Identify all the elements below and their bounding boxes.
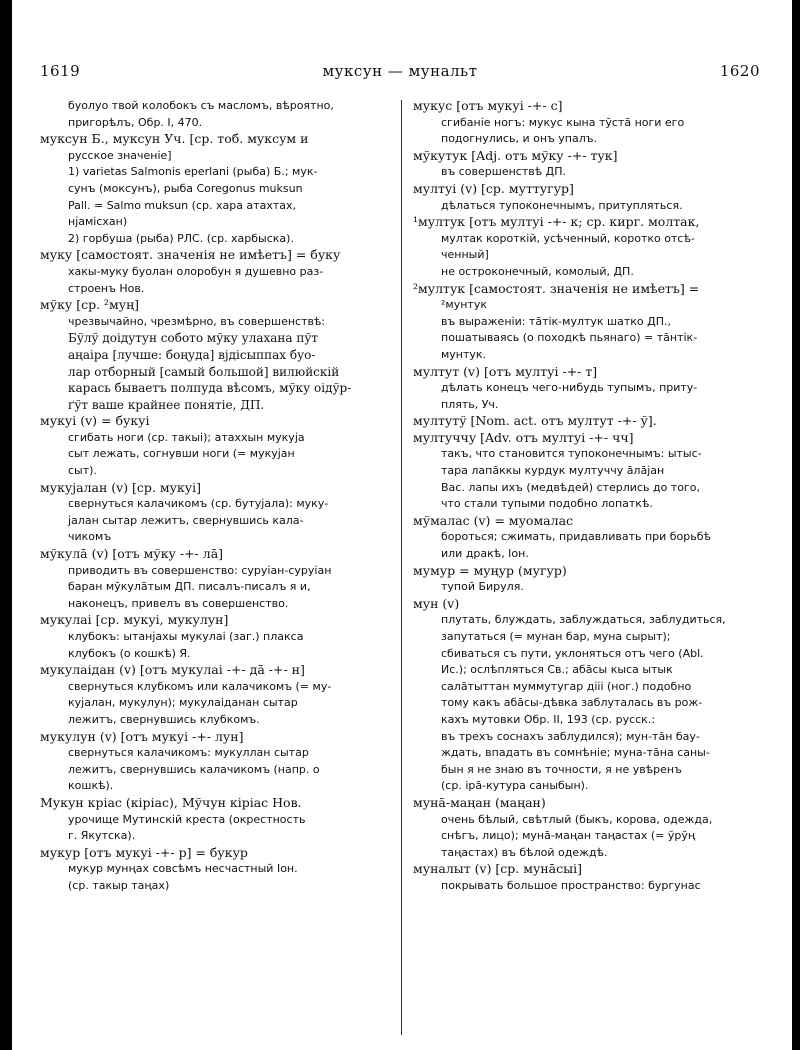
entry-text-line: салāтыттан муммутугар дііі (ног.) подобно (441, 679, 692, 693)
entry-headword-line: муку [самостоят. значенія не имѣетъ] = буку (40, 247, 341, 263)
entry-text-line: сбиваться съ пути, уклоняться отъ чего (Abl. (441, 646, 704, 660)
entry-text-line: кујалан, мукулун); мукулаіданан сытар (68, 696, 298, 710)
entry-text-line: очень бѣлый, свѣтлый (быкъ, корова, одежда, (441, 812, 713, 826)
entry-text-line: плутать, блуждать, заблуждаться, заблудиться, (441, 613, 726, 627)
entry-text-line: Вас. лапы ихъ (медвѣдей) стерлись до того, (441, 480, 700, 494)
entry-headword-line: ¹мултук [отъ мултуі -+- к; ср. кирг. молтак, (413, 214, 700, 230)
entry-text-line: ждать, впадать въ сомнѣніе; муна-тāна саны- (441, 746, 710, 760)
entry-text-line: аңаіра [лучше: боңуда] вјдісыппах буо- (68, 347, 316, 362)
entry-headword-line: мукус [отъ мукуі -+- с] (413, 98, 563, 113)
entry-text-line: свернуться калачикомъ (ср. бутујала): муку- (68, 497, 329, 511)
entry-text-line: јалан сытар лежитъ, свернувшись кала- (68, 513, 304, 527)
entry-headword-line: Мукун кріас (кіріас), Мўчун кіріас Нов. (40, 794, 302, 810)
entry-headword-line: мукулаі [ср. мукуі, мукулун] (40, 612, 229, 628)
entry-text-line: нјамісхан) (68, 215, 128, 229)
left-column (40, 98, 385, 1038)
entry-text-line: мунтук. (441, 347, 487, 361)
entry-headword-line: мунā-маңан (маңан) (413, 794, 546, 810)
entry-text-line: русское значеніе] (68, 148, 172, 162)
entry-headword-line: мўку [ср. ²муң] (40, 297, 140, 313)
entry-headword-line: мўмалас (v) = муомалас (413, 512, 574, 528)
entry-headword-line: мукуі (v) = букуі (40, 413, 150, 429)
entry-text-line: пригорѣлъ, Обр. І, 470. (68, 115, 203, 129)
entry-text-line: снѣгъ, лицо); мунā-маңан таңастах (= ўрўң (441, 829, 696, 843)
right-column (413, 98, 758, 1038)
entry-text-line: г. Якутска). (68, 829, 136, 843)
entry-text-line: пошатываясь (о походкѣ пьянаго) = тāнтік- (441, 331, 698, 345)
entry-headword-line: мўкутук [Adj. отъ мўку -+- тук] (413, 147, 618, 163)
entry-headword-line: мукулун (v) [отъ мукуі -+- лун] (40, 728, 244, 744)
entry-text-line: баран мўкулāтым ДП. писалъ-писалъ я и, (68, 580, 311, 594)
entry-text-line: запутаться (= мунан бар, муна сырыт); (441, 630, 671, 643)
entry-text-line: чикомъ (68, 530, 112, 544)
entry-text-line: Ис.); ослѣпляться Св.; абāсы кыса ытык (441, 663, 673, 677)
entry-text-line: (ср. такыр таңах) (68, 878, 170, 892)
entry-text-line: дѣлать конецъ чего-нибудь тупымъ, приту- (441, 381, 698, 395)
entry-headword-line: мумур = муңур (мугур) (413, 562, 567, 578)
entry-text-line: лежитъ, свернувшись клубкомъ. (68, 712, 260, 726)
entry-text-line: урочище Мутинскій креста (окрестность (68, 812, 306, 826)
entry-text-line: карась бываетъ полпуда вѣсомъ, мўку оідўр- (68, 381, 352, 396)
entry-headword-line: мукулаідан (v) [отъ мукулаі -+- дā -+- н] (40, 662, 305, 678)
entry-text-line: въ выраженіи: тāтік-мултук шатко ДП., (441, 314, 671, 328)
entry-text-line: буолуо твой колобокъ съ масломъ, вѣроятно, (68, 99, 334, 112)
entry-text-line: 1) varietas Salmonis eperlani (рыба) Б.; мук- (68, 165, 318, 179)
entry-headword-line: мултуі (v) [ср. муттугур] (413, 180, 574, 196)
entry-text-line: Pall. = Salmo muksun (ср. хара атахтах, (68, 198, 296, 212)
entry-text-line: Бўлў доідутун собото мўку улахана пўт (68, 331, 319, 346)
entry-text-line: ²мунтук (441, 298, 487, 312)
entry-headword-line: муксун Б., муксун Уч. [ср. тоб. муксум и (40, 131, 309, 147)
entry-text-line: лежитъ, свернувшись калачикомъ (напр. о (68, 762, 320, 776)
entry-text-line: мултак короткій, усѣченный, коротко отсѣ- (441, 231, 695, 245)
entry-text-line: сыт). (68, 464, 97, 478)
entry-headword-line: мун (v) (413, 595, 460, 611)
entry-text-line: кошкѣ). (68, 779, 114, 793)
entry-headword-line: муналыт (v) [ср. мунāсыі] (413, 861, 582, 877)
entry-text-line: таңастах) въ бѣлой одеждѣ. (441, 845, 608, 859)
entry-text-line: мукур мунңах совсѣмъ несчастный Іон. (68, 862, 298, 876)
scan-edge-right (792, 0, 800, 1050)
entry-text-line: тупой Бируля. (441, 580, 524, 594)
entry-text-line: лар отборный [самый большой] вилюйскій (68, 364, 340, 379)
running-title: муксун — мунальт (322, 62, 478, 80)
entry-headword-line: мўкулā (v) [отъ мўку -+- лā] (40, 546, 224, 562)
entry-text-line: тара лапāккы курдук мултуччу āлāјан (441, 464, 665, 478)
entry-text-line: не остроконечный, комолый, ДП. (441, 264, 634, 278)
entry-text-line: въ совершенствѣ ДП. (441, 165, 566, 179)
page-header (40, 62, 760, 88)
entry-text-line: что стали тупыми подобно лопаткѣ. (441, 497, 653, 511)
entry-text-line: подогнулись, и онъ упалъ. (441, 132, 598, 146)
entry-text-line: бороться; сжимать, придавливать при борьбѣ (441, 530, 711, 544)
entry-text-line: кахъ мутовки Обр. II, 193 (ср. русск.: (441, 712, 656, 726)
entry-text-line: тому какъ абāсы-дѣвка заблуталась въ рож- (441, 696, 703, 710)
entry-text-line: наконецъ, привелъ въ совершенство. (68, 596, 289, 610)
entry-text-line: строенъ Нов. (68, 281, 145, 295)
entry-text-line: приводить въ совершенство: суруіан-суруіан (68, 563, 332, 577)
entry-headword-line: ²мултук [самостоят. значенія не имѣетъ] = (413, 280, 700, 296)
entry-text-line: сгибаніе ногъ: мукус кына тўстā ноги его (441, 115, 685, 129)
dictionary-page (40, 0, 760, 1050)
page-number-left: 1619 (40, 62, 81, 80)
entry-headword-line: мукујалан (v) [ср. мукуі] (40, 479, 202, 495)
entry-text-line: дѣлаться тупоконечнымъ, притупляться. (441, 198, 683, 212)
entry-headword-line: мултут (v) [отъ мултуі -+- т] (413, 363, 598, 379)
entry-text-line: (ср. ірā-кутура саныбын). (441, 779, 589, 793)
entry-text-line: въ трехъ соснахъ заблудился); мун-тāн бау- (441, 729, 700, 743)
entry-text-line: свернуться калачикомъ: мукуллан сытар (68, 746, 309, 760)
entry-text-line: сунъ (моксунъ), рыба Coregonus muksun (68, 181, 303, 195)
entry-text-line: такъ, что становится тупоконечнымъ: ытыс- (441, 447, 702, 461)
entry-text-line: бын я не знаю въ точности, я не увѣренъ (441, 762, 682, 776)
entry-text-line: клубокъ (о кошкѣ) Я. (68, 646, 191, 660)
entry-text-line: плять, Уч. (441, 397, 499, 411)
entry-text-line: ґўт ваше крайнее понятіе, ДП. (68, 397, 265, 412)
entry-text-line: 2) горбуша (рыба) РЛС. (ср. харбыска). (68, 231, 294, 245)
entry-text-line: клубокъ: ытанјахы мукулаі (заг.) плакса (68, 630, 304, 643)
entry-text-line: покрывать большое пространство: бургунас (441, 878, 701, 892)
entry-text-line: сгибать ноги (ср. такыі); атаххын мукуја (68, 430, 305, 444)
entry-text-line: свернуться клубкомъ или калачикомъ (= му- (68, 679, 332, 693)
scan-edge-left (0, 0, 12, 1050)
entry-text-line: чрезвычайно, чрезмѣрно, въ совершенствѣ: (68, 314, 326, 328)
entry-text-line: или дракѣ, Іон. (441, 547, 529, 561)
page-number-right: 1620 (719, 62, 760, 80)
entry-headword-line: мултуччу [Adv. отъ мултуі -+- чч] (413, 429, 634, 445)
column-divider (401, 100, 402, 1035)
entry-text-line: хакы-муку буолан олоробун я душевно раз- (68, 264, 324, 278)
entry-text-line: сыт лежать, согнувши ноги (= мукујан (68, 447, 295, 461)
entry-headword-line: мукур [отъ мукуі -+- р] = букур (40, 844, 248, 860)
entry-text-line: ченный] (441, 248, 489, 262)
entry-headword-line: мултутў [Nom. act. отъ мултут -+- ў]. (413, 413, 657, 429)
